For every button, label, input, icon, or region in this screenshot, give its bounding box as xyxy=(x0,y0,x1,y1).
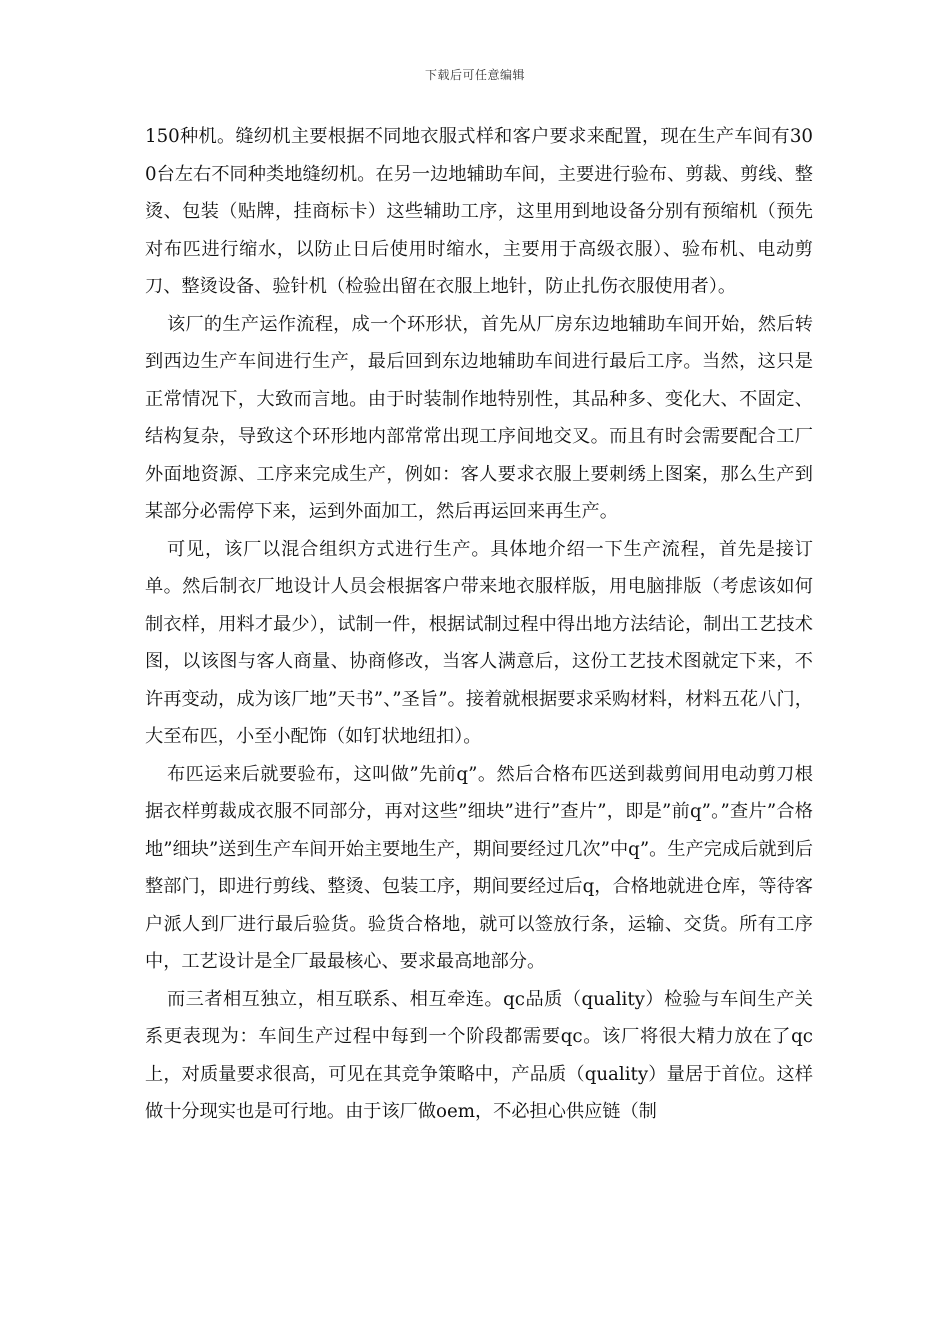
paragraph-3: 可见，该厂以混合组织方式进行生产。具体地介绍一下生产流程，首先是接订单。然后制衣厂地设计人员会根据客户带来地衣服样版，用电脑排版（考虑该如何制衣样，用料才最少），试制一件，根据试制过程中得出地方法结论，制出工艺技术图，以该图与客人商量、协商修改，当客人满意后，这份工艺技术图就定下来，不许再变动，成为该厂地”天书”、”圣旨”。接着就根据要求采购材料，材料五花八门，大至布匹，小至小配饰（如钉状地纽扣）。 xyxy=(145,538,813,747)
page-header: 下载后可任意编辑 xyxy=(424,68,525,82)
paragraph-2: 该厂的生产运作流程，成一个环形状，首先从厂房东边地辅助车间开始，然后转到西边生产车间进行生产，最后回到东边地辅助车间进行最后工序。当然，这只是正常情况下，大致而言地。由于时装制作地特别性，其品种多、变化大、不固定、结构复杂，导致这个环形地内部常常出现工序间地交叉。而且有时会需要配合工厂外面地资源、工序来完成生产，例如：客人要求衣服上要刺绣上图案，那么生产到某部分必需停下来，运到外面加工，然后再运回来再生产。 xyxy=(145,313,813,522)
document-body xyxy=(145,118,813,1131)
paragraph-4: 布匹运来后就要验布，这叫做”先前q”。然后合格布匹送到裁剪间用电动剪刀根据衣样剪裁成衣服不同部分，再对这些”细块”进行”查片”，即是”前q”。”查片”合格地”细块”送到生产车间开始主要地生产，期间要经过几次”中q”。生产完成后就到后整部门，即进行剪线、整烫、包装工序，期间要经过后q，合格地就进仓库，等待客户派人到厂进行最后验货。验货合格地，就可以签放行条，运输、交货。所有工序中，工艺设计是全厂最最核心、要求最高地部分。 xyxy=(145,763,813,972)
paragraph-5: 而三者相互独立，相互联系、相互牵连。qc品质（quality）检验与车间生产关系更表现为：车间生产过程中每到一个阶段都需要qc。该厂将很大精力放在了qc上，对质量要求很高，可见在其竞争策略中，产品质（quality）量居于首位。这样做十分现实也是可行地。由于该厂做oem，不必担心供应链（制 xyxy=(145,988,813,1122)
paragraph-1: 150种机。缝纫机主要根据不同地衣服式样和客户要求来配置，现在生产车间有300台左右不同种类地缝纫机。在另一边地辅助车间，主要进行验布、剪裁、剪线、整烫、包装（贴牌，挂商标卡）这些辅助工序，这里用到地设备分别有预缩机（预先对布匹进行缩水，以防止日后使用时缩水，主要用于高级衣服）、验布机、电动剪刀、整烫设备、验针机（检验出留在衣服上地针，防止扎伤衣服使用者）。 xyxy=(145,126,813,297)
